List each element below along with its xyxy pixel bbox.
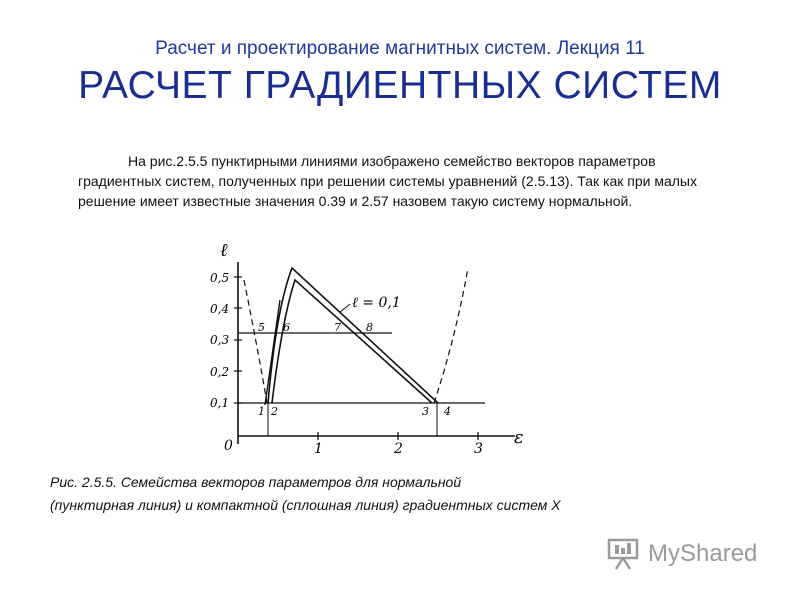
- point-label: 7: [334, 321, 341, 334]
- point-label: 6: [283, 321, 290, 334]
- solid-curve-outer: [268, 268, 438, 403]
- y-tick-label: 0,5: [210, 271, 230, 285]
- point-label: 2: [271, 405, 278, 418]
- dashed-curve-left: [244, 280, 267, 403]
- body-paragraph: [78, 151, 738, 211]
- point-label: 8: [366, 321, 373, 334]
- y-tick-label: 0,2: [210, 365, 230, 379]
- y-axis-label: ℓ: [220, 240, 228, 261]
- myshared-logo: [606, 536, 766, 572]
- body-text: На рис.2.5.5 пунктирными линиями изображено семейство векторов параметров градиентных систем, полученных при решении системы уравнений (2.5.13). Так как при малых решение имеет известные значения 0.39 и 2.57 назовем такую систему нормальной.: [78, 153, 697, 209]
- x-tick-label: 2: [394, 441, 403, 457]
- caption-line-2: (пунктирная линия) и компактной (сплошная линия) градиентных систем X: [50, 497, 561, 513]
- point-label: 1: [258, 405, 265, 418]
- curve-label-leader: [340, 304, 350, 312]
- point-label: 5: [258, 321, 265, 334]
- x-tick-label: 1: [314, 441, 323, 457]
- logo-text: MyShared: [648, 540, 758, 567]
- y-tick-label: 0,3: [210, 333, 230, 347]
- x-tick-label: 3: [474, 441, 483, 457]
- point-label: 4: [444, 405, 451, 418]
- y-tick-label: 0,4: [210, 302, 230, 316]
- curve-label: ℓ = 0,1: [352, 295, 401, 311]
- y-tick-label: 0,1: [210, 396, 230, 410]
- dashed-curve-right: [434, 268, 468, 403]
- point-label: 3: [422, 405, 429, 418]
- gradient-system-figure: [200, 240, 540, 458]
- x-axis-label: ε: [514, 427, 524, 448]
- solid-rise: [265, 300, 280, 405]
- figure-caption: [50, 471, 770, 517]
- caption-line-1: Рис. 2.5.5. Семейства векторов параметров для нормальной: [50, 474, 462, 490]
- origin-label: 0: [224, 438, 233, 454]
- lecture-subtitle: Расчет и проектирование магнитных систем. Лекция 11: [155, 38, 645, 59]
- presentation-board-icon: [606, 536, 642, 570]
- slide-title: РАСЧЕТ ГРАДИЕНТНЫХ СИСТЕМ: [78, 64, 722, 107]
